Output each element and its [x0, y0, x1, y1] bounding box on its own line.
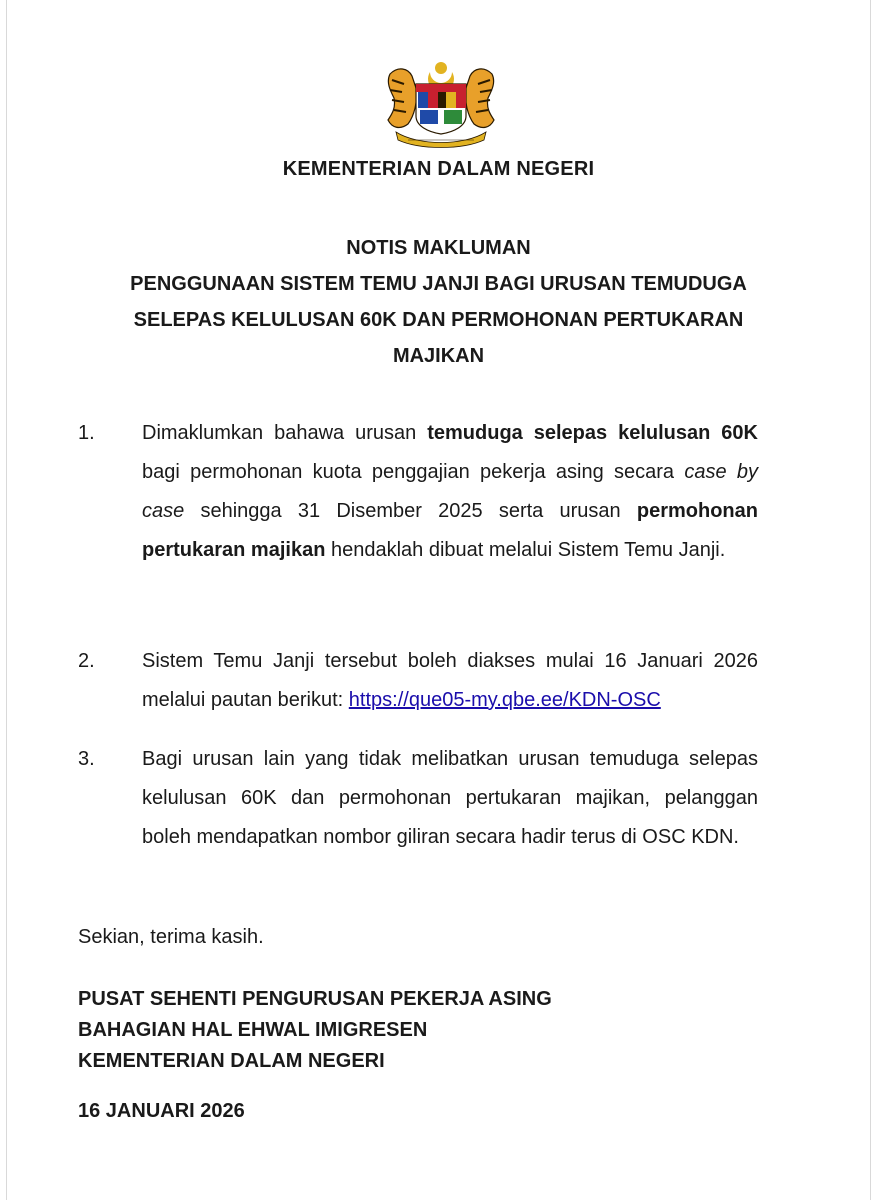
notice-subject-line: PENGGUNAAN SISTEM TEMU JANJI BAGI URUSAN TEMUDUGA	[130, 273, 747, 295]
signoff-line: KEMENTERIAN DALAM NEGERI	[78, 1050, 385, 1072]
emphasis-employer-change: permohonan pertukaran majikan	[142, 500, 758, 561]
notice-title	[60, 230, 817, 374]
list-item	[78, 414, 758, 570]
appointment-system-link[interactable]: https://que05-my.qbe.ee/KDN-OSC	[348, 689, 661, 711]
signoff-line: PUSAT SEHENTI PENGURUSAN PEKERJA ASING	[78, 988, 552, 1010]
item-number: 1.	[78, 422, 95, 444]
signoff-line: BAHAGIAN HAL EHWAL IMIGRESEN	[78, 1019, 428, 1041]
item-number: 2.	[78, 650, 95, 672]
closing-remark: Sekian, terima kasih.	[78, 926, 264, 948]
item-text: Sistem Temu Janji tersebut boleh diakses mulai 16 Januari 2026 melalui pautan berikut: https://que05-my.qbe.ee/KDN-OSC	[142, 650, 758, 711]
item-number: 3.	[78, 748, 95, 770]
ministry-heading: KEMENTERIAN DALAM NEGERI	[282, 158, 595, 180]
item-text: Bagi urusan lain yang tidak melibatkan urusan temuduga selepas kelulusan 60K dan permohonan pertukaran majikan, pelanggan boleh mendapatkan nombor giliran secara hadir terus di OSC KDN.	[142, 748, 758, 848]
notice-heading: NOTIS MAKLUMAN	[346, 237, 531, 259]
notice-date: 16 JANUARI 2026	[78, 1100, 245, 1122]
notice-subject-line: MAJIKAN	[392, 345, 485, 367]
emphasis-interview: temuduga selepas kelulusan 60K	[427, 422, 758, 444]
coat-of-arms-icon	[378, 58, 504, 150]
signoff-block	[78, 984, 552, 1077]
list-item	[78, 642, 758, 720]
emphasis-case-by-case: case by case	[142, 461, 758, 522]
item-text: Dimaklumkan bahawa urusan temuduga selepas kelulusan 60K bagi permohonan kuota penggajian pekerja asing secara case by case sehingga 31 Disember 2025 serta urusan permohonan pertukaran majikan hendaklah dibuat melalui Sistem Temu Janji.	[142, 422, 758, 561]
notice-subject-line: SELEPAS KELULUSAN 60K DAN PERMOHONAN PERTUKARAN	[133, 309, 744, 331]
list-item	[78, 740, 758, 857]
